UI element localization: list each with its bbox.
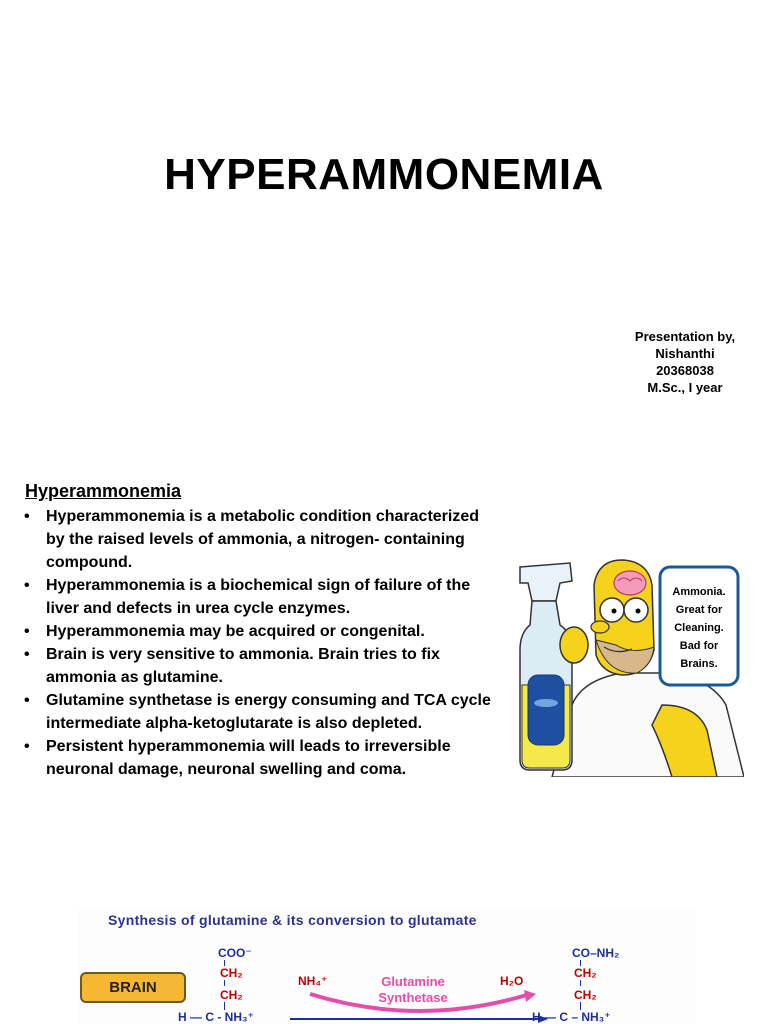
presenter-line: Presentation by,: [634, 329, 736, 344]
diagram-slide: [0, 880, 768, 1024]
bullet-text: Glutamine synthetase is energy consuming and TCA cycle intermediate alpha-ketoglutarate is also depleted.: [46, 692, 491, 732]
title-slide: [0, 0, 768, 450]
enzyme-line: Glutamine: [381, 974, 445, 989]
left-amine: H — C - NH₃⁺: [178, 1010, 254, 1024]
nose-shape: [591, 621, 609, 633]
bullet-item: [22, 689, 502, 735]
slide-title: HYPERAMMONEMIA: [164, 150, 604, 199]
presenter-course: M.Sc., I year: [647, 380, 723, 395]
shirt-shape: [552, 673, 744, 777]
presenter-info: [610, 328, 760, 396]
bond-line: [224, 980, 225, 986]
left-ch2-b: CH₂: [220, 988, 243, 1002]
bullet-dot: •: [24, 577, 30, 594]
bubble-line: Cleaning.: [674, 622, 724, 634]
enzyme-line: Synthetase: [378, 990, 448, 1005]
right-amine: H — C – NH₃⁺: [532, 1010, 611, 1024]
section-heading: Hyperammonemia: [25, 481, 182, 501]
bottle-label: [528, 675, 564, 745]
bullet-item: [22, 735, 502, 781]
bullet-text: Persistent hyperammonemia will leads to irreversible neuronal damage, neuronal swelling and coma.: [46, 738, 451, 778]
content-slide: [0, 450, 768, 880]
ammonium-label: NH₄⁺: [298, 974, 328, 988]
left-carboxyl: COO⁻: [218, 946, 252, 960]
bubble-line: Ammonia.: [672, 586, 726, 598]
bullet-text: Hyperammonemia is a metabolic condition characterized by the raised levels of ammonia, a nitrogen- containing compound.: [46, 508, 480, 571]
right-ch2-b: CH₂: [574, 988, 597, 1002]
bullet-dot: •: [24, 508, 30, 525]
bullet-text: Brain is very sensitive to ammonia. Brain tries to fix ammonia as glutamine.: [46, 646, 440, 686]
hand-shape: [560, 627, 588, 663]
diagram-title: Synthesis of glutamine & its conversion to glutamate: [108, 912, 477, 928]
bullet-item: [22, 643, 502, 689]
right-ch2-a: CH₂: [574, 966, 597, 980]
bullet-item: [22, 574, 502, 620]
right-amide: CO–NH₂: [572, 946, 620, 960]
bond-line: [580, 1002, 581, 1010]
brain-icon: [614, 571, 646, 595]
presenter-id: 20368038: [656, 363, 714, 378]
presenter-name: Nishanthi: [655, 346, 715, 361]
spray-nozzle: [520, 563, 572, 601]
left-ch2-a: CH₂: [220, 966, 243, 980]
bullet-dot: •: [24, 692, 30, 709]
bubble-line: Bad for: [679, 640, 719, 652]
bullet-text: Hyperammonemia is a biochemical sign of failure of the liver and defects in urea cycle enzymes.: [46, 577, 471, 617]
bottle-label-mark: [534, 699, 558, 707]
bubble-line: Great for: [675, 604, 723, 616]
water-label: H₂O: [500, 974, 524, 988]
bullet-list: [22, 505, 502, 781]
bullet-item: [22, 620, 502, 643]
bubble-line: Brains.: [680, 658, 718, 670]
reaction-arrow: [290, 988, 550, 1024]
bullet-dot: •: [24, 738, 30, 755]
bond-line: [580, 980, 581, 986]
reaction-curve: [310, 994, 530, 1011]
bullet-dot: •: [24, 646, 30, 663]
bullet-text: Hyperammonemia may be acquired or congenital.: [46, 623, 425, 640]
bullet-dot: •: [24, 623, 30, 640]
cartoon-illustration: [512, 555, 744, 777]
bullet-item: [22, 505, 502, 574]
pupil-left: [612, 609, 617, 614]
pupil-right: [636, 609, 641, 614]
brain-label: BRAIN: [80, 972, 186, 1003]
bond-line: [224, 1002, 225, 1010]
arrow-head-icon: [524, 990, 536, 1002]
